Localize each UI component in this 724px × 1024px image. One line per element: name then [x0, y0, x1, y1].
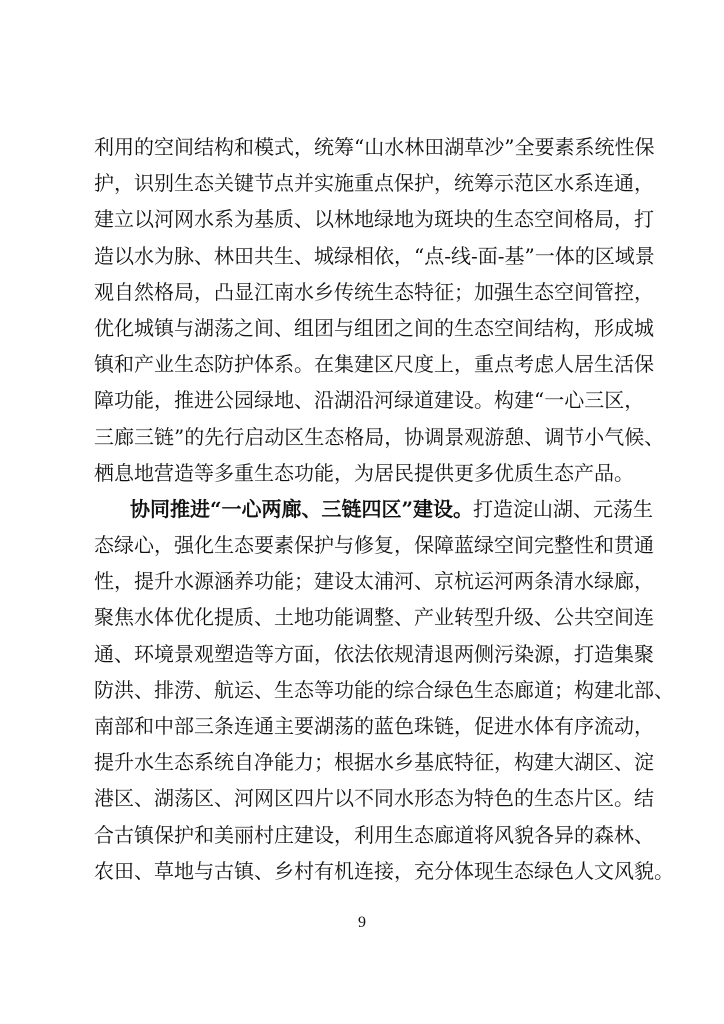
paragraph-heading: 协同推进“一心两廊、三链四区”建设。	[130, 496, 474, 521]
text-line: 农田、草地与古镇、乡村有机连接，充分体现生态绿色人文风貌。	[94, 858, 674, 883]
body-text	[94, 129, 674, 889]
text-line: 护，识别生态关键节点并实施重点保护，统筹示范区水系连通，	[94, 171, 654, 196]
text-line: 建立以河网水系为基质、以林地绿地为斑块的生态空间格局，打	[94, 207, 654, 232]
text-line: 观自然格局，凸显江南水乡传统生态特征；加强生态空间管控，	[94, 279, 654, 304]
text-line: 障功能，推进公园绿地、沿湖沿河绿道建设。构建“一心三区，	[94, 388, 645, 413]
paragraph-heading-line	[94, 491, 654, 527]
text-line: 港区、湖荡区、河网区四片以不同水形态为特色的生态片区。结	[94, 786, 654, 811]
text-line: 优化城镇与湖荡之间、组团与组团之间的生态空间结构，形成城	[94, 315, 654, 340]
text-line: 三廊三链”的先行启动区生态格局，协调景观游憩、调节小气候、	[94, 424, 665, 449]
text-line: 栖息地营造等多重生态功能，为居民提供更多优质生态产品。	[94, 460, 634, 485]
text-line: 态绿心，强化生态要素保护与修复，保障蓝绿空间完整性和贯通	[94, 533, 654, 558]
text-line: 通、环境景观塑造等方面，依法依规清退两侧污染源，打造集聚	[94, 641, 654, 666]
text-line: 镇和产业生态防护体系。在集建区尺度上，重点考虑人居生活保	[94, 352, 654, 377]
paragraph-first-line-text: 打造淀山湖、元荡生	[473, 496, 654, 521]
text-line: 性，提升水源涵养功能；建设太浦河、京杭运河两条清水绿廊，	[94, 569, 654, 594]
text-line: 造以水为脉、林田共生、城绿相依，“点-线-面-基”一体的区域景	[94, 243, 655, 268]
text-line: 防洪、排涝、航运、生态等功能的综合绿色生态廊道；构建北部、	[94, 677, 674, 702]
text-line: 聚焦水体优化提质、土地功能调整、产业转型升级、公共空间连	[94, 605, 654, 630]
text-line: 利用的空间结构和模式，统筹“山水林田湖草沙”全要素系统性保	[94, 135, 655, 159]
text-line: 南部和中部三条连通主要湖荡的蓝色珠链，促进水体有序流动，	[94, 714, 654, 738]
text-line: 合古镇保护和美丽村庄建设，利用生态廊道将风貌各异的森林、	[94, 822, 654, 847]
page-number: 9	[358, 914, 366, 931]
text-line: 提升水生态系统自净能力；根据水乡基底特征，构建大湖区、淀	[94, 750, 654, 775]
